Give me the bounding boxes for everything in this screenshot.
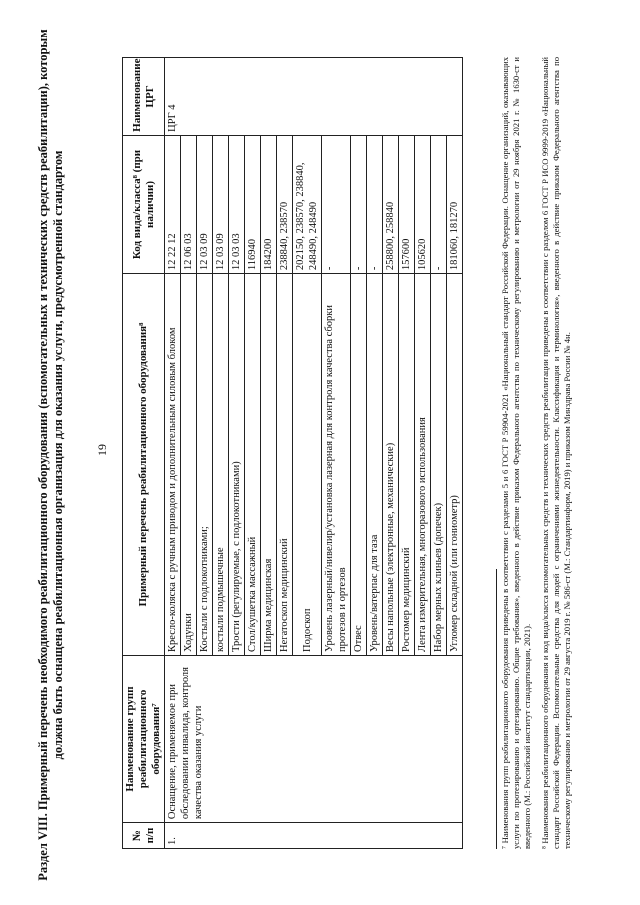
equipment-code-cell: 12 03 09 (197, 135, 213, 273)
equipment-code-cell: 202150, 238570, 238840, 248490, 248490 (293, 135, 322, 273)
footnote-8: ⁸ Наименования реабилитационного оборудования и код вида/класса вспомогательных средств и технических средств реабилитации приведены в соответствии с разделом 6 ГОСТ Р ИСО 9999-2019 «Национальный стандарт Российской Федерации. Вспомогательные средства для людей с ограничениями жизнедеятельности. Классификация и терминология», введенного в действие приказом Федерального агентства по техническому регулированию и метрологии от 29 августа 2019 г. № 586-ст (М.: Стандартинформ, 2019) и приказом Минздрава России № 4н. (540, 57, 572, 849)
equipment-name-cell: костыли подмышечные (213, 274, 229, 656)
equipment-code-cell: 12 06 03 (181, 135, 197, 273)
equipment-name-cell: Подоскоп (293, 274, 322, 656)
equipment-name-cell: Уровень лазерный/нивелир/установка лазерная для контроля качества сборки протезов и ортезов (322, 274, 351, 656)
equipment-code-cell: 181060, 181270 (447, 135, 463, 273)
equipment-name-cell: Лента измерительная, многоразового использования (415, 274, 431, 656)
header-list: Примерный перечень реабилитационного оборудования⁸ (123, 274, 165, 656)
footnote-divider (496, 569, 497, 849)
table-row (165, 58, 181, 849)
equipment-code-cell: 116940 (245, 135, 261, 273)
equipment-name-cell: Набор мерных клиньев (допечек) (431, 274, 447, 656)
header-code: Код вида/класса⁸ (при наличии) (123, 135, 165, 273)
equipment-code-cell: 184200 (261, 135, 277, 273)
crg-cell: ЦРГ 4 (165, 58, 463, 136)
equipment-name-cell: Негатоскоп медицинский (277, 274, 293, 656)
equipment-name-cell: Трости (регулируемые, с подлокотниками) (229, 274, 245, 656)
equipment-code-cell: 238840, 238570 (277, 135, 293, 273)
equipment-name-cell: Ширма медицинская (261, 274, 277, 656)
equipment-code-cell: - (351, 135, 367, 273)
equipment-name-cell: Отвес (351, 274, 367, 656)
equipment-code-cell: 258800, 258840 (383, 135, 399, 273)
header-group: Наименование групп реабилитационного оборудования⁷ (123, 655, 165, 822)
group-name-cell: Оснащение, применяемое при обследовании инвалида, контроля качества оказания услуги (165, 655, 463, 822)
equipment-name-cell: Ростомер медицинский (399, 274, 415, 656)
equipment-code-cell: - (431, 135, 447, 273)
equipment-code-cell: 105620 (415, 135, 431, 273)
equipment-code-cell: - (322, 135, 351, 273)
equipment-code-cell: - (367, 135, 383, 273)
page-number: 19 (95, 444, 109, 456)
equipment-name-cell: Уровень/ватерпас для таза (367, 274, 383, 656)
header-num: № п/п (123, 823, 165, 849)
equipment-code-cell: 12 03 03 (229, 135, 245, 273)
equipment-code-cell: 157600 (399, 135, 415, 273)
table-header-row (123, 58, 165, 849)
equipment-name-cell: Стол/кушетка массажный (245, 274, 261, 656)
footnote-7: ⁷ Наименования групп реабилитационного оборудования приведены в соответствии с разделами 5 и 6 ГОСТ Р 59904-2021 «Национальный стандарт Российской Федерации. Оснащение организаций, оказывающих услуги по протезированию и ортезированию. Общие требования», введенного в действие приказом Федерального агентства по техническому регулированию и метрологии от 29 ноября 2021 г. № 1630-ст и введенного (М.: Российский институт стандартизации, 2021). (500, 57, 532, 849)
section-title: Раздел VIII. Примерный перечень необходимого реабилитационного оборудования (вспомогательных и технических средств реабилитации), которым должна быть оснащена реабилитационная организация для оказания услуги, предусмотренной стандартом (36, 29, 65, 881)
equipment-name-cell: Угломер складной (или гониометр) (447, 274, 463, 656)
equipment-name-cell: Весы напольные (электронные, механические) (383, 274, 399, 656)
equipment-table (122, 57, 463, 849)
equipment-name-cell: Костыли с подлокотниками; (197, 274, 213, 656)
header-crg: Наименование ЦРГ (123, 58, 165, 136)
row-number: 1. (165, 823, 463, 849)
equipment-code-cell: 12 22 12 (165, 135, 181, 273)
equipment-code-cell: 12 03 09 (213, 135, 229, 273)
equipment-name-cell: Ходунки (181, 274, 197, 656)
equipment-name-cell: Кресло-коляска с ручным приводом и дополнительным силовым блоком (165, 274, 181, 656)
table-body (165, 58, 463, 849)
